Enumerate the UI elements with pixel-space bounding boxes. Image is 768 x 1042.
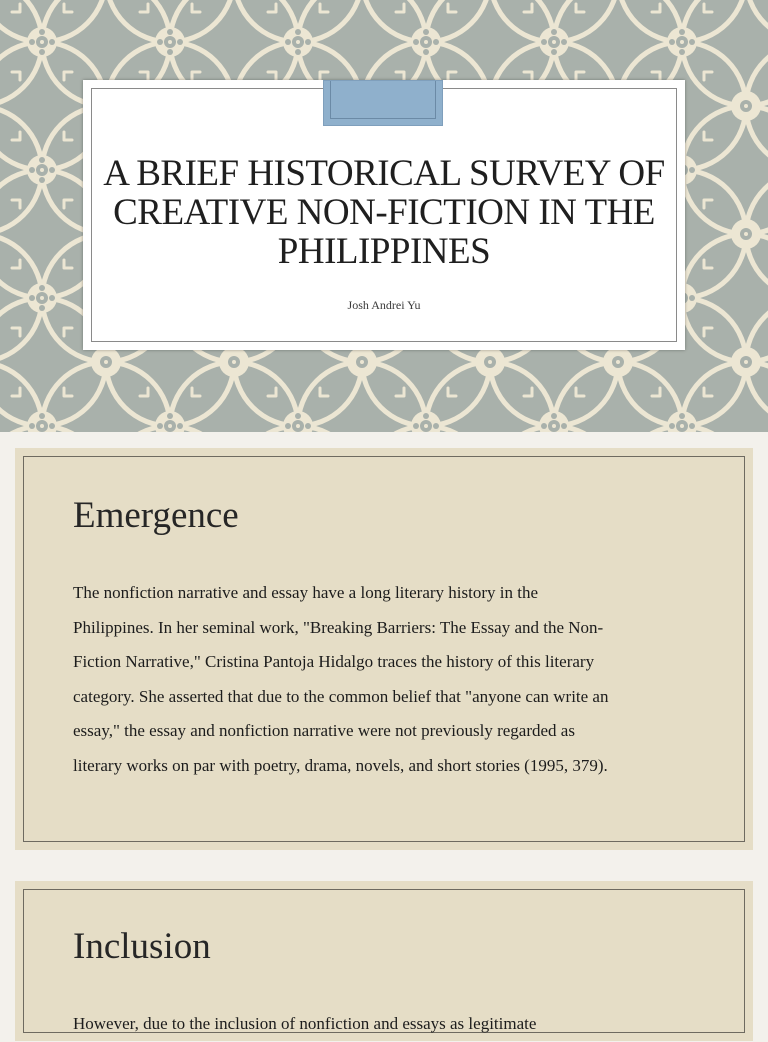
slide-heading: Inclusion — [73, 926, 211, 967]
slide-emergence — [15, 448, 753, 850]
author-name: Josh Andrei Yu — [347, 298, 421, 312]
slide-body-text: However, due to the inclusion of nonfiction and essays as legitimate — [73, 1014, 537, 1033]
title-card — [83, 80, 685, 350]
presentation-title: A BRIEF HISTORICAL SURVEY OF CREATIVE NON-FICTION IN THE PHILIPPINES — [103, 153, 665, 272]
slide-inclusion — [15, 881, 753, 1041]
slide-heading: Emergence — [73, 495, 239, 536]
title-slide — [0, 0, 768, 432]
decorative-tab — [323, 80, 443, 126]
slide-body-text: The nonfiction narrative and essay have a long literary history in the Philippines. In her seminal work, "Breaking Barriers: The Essay and the Non-Fiction Narrative," Cristina Pantoja Hidalgo traces the history of this literary category. She asserted that due to the common belief that "anyone can write an essay," the essay and nonfiction narrative were not previously regarded as literary works on par with poetry, drama, novels, and short stories (1995, 379). — [73, 583, 609, 775]
